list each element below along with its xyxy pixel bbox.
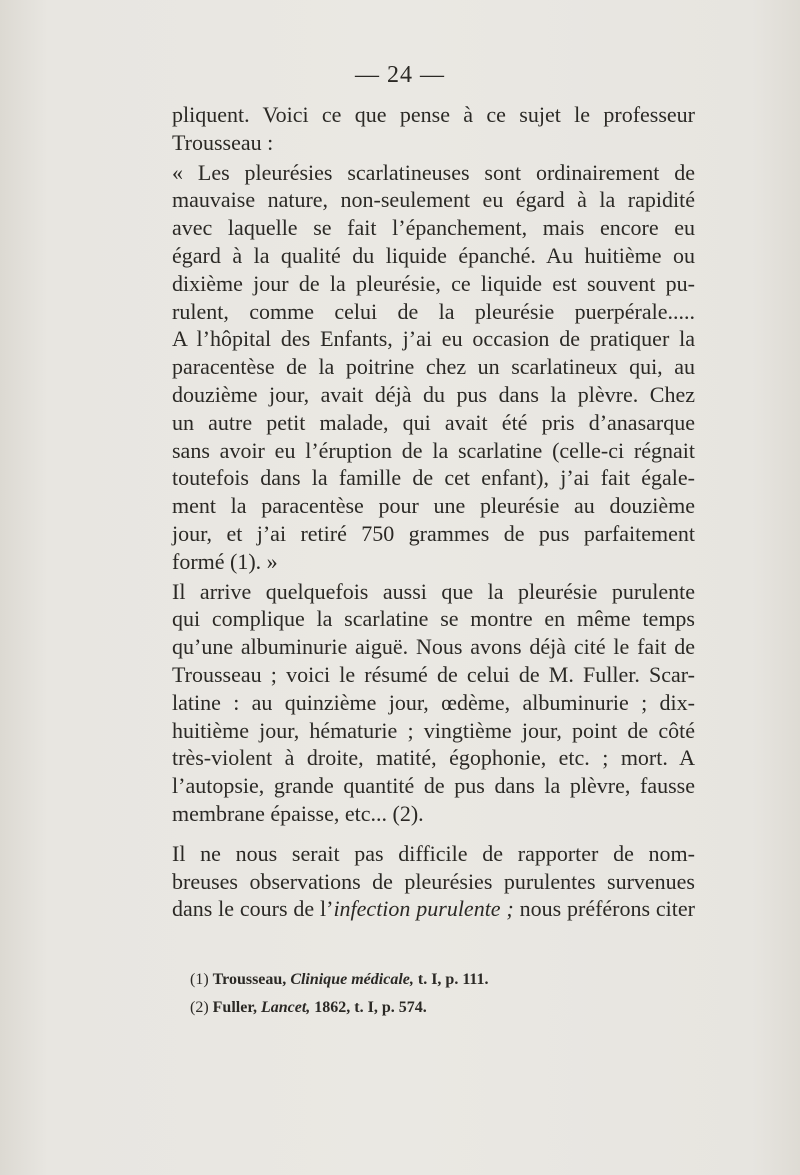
text-line: très-violent à droite, matité, égophonie, etc. ; mort. A <box>172 745 695 771</box>
text-segment: dans le cours de l’ <box>172 896 334 922</box>
paragraph-1 <box>172 101 695 157</box>
footnotes <box>190 966 690 1022</box>
text-line: Trousseau ; voici le résumé de celui de M. Fuller. Scar- <box>172 661 695 687</box>
page-number: — 24 — <box>355 62 445 88</box>
footnote <box>190 994 690 1022</box>
text-line: huitième jour, hématurie ; vingtième jour, point de côté <box>172 717 695 743</box>
text-line: mauvaise nature, non-seulement eu égard à la rapidité <box>172 187 695 213</box>
text-line: avec laquelle se fait l’épanchement, mais encore eu <box>172 215 695 241</box>
text-line: Trousseau : <box>172 129 274 155</box>
text-line: douzième jour, avait déjà du pus dans la plèvre. Chez <box>172 381 695 407</box>
text-line: toutefois dans la famille de cet enfant), j’ai fait égale- <box>172 465 695 491</box>
italic-term: infection purulente ; <box>333 896 514 922</box>
footnote-title: Lancet, <box>260 999 311 1016</box>
text-line: jour, et j’ai retiré 750 grammes de pus parfaitement <box>172 520 695 546</box>
text-line: un autre petit malade, qui avait été pris d’anasarque <box>172 409 695 435</box>
text-line: « Les pleurésies scarlatineuses sont ordinairement de <box>172 159 695 185</box>
text-line: l’autopsie, grande quantité de pus dans la plèvre, fausse <box>172 773 695 799</box>
footnote-reference: t. I, p. 111. <box>413 971 489 988</box>
text-line: dixième jour de la pleurésie, ce liquide est souvent pu- <box>172 270 695 296</box>
paragraph-4 <box>172 840 695 923</box>
paragraph-2 <box>172 159 695 576</box>
body-text <box>172 101 695 923</box>
text-line: sans avoir eu l’éruption de la scarlatine (celle-ci régnait <box>172 437 695 463</box>
text-line: qui complique la scarlatine se montre en même temps <box>172 606 695 632</box>
paragraph-3 <box>172 578 695 828</box>
text-line: rulent, comme celui de la pleurésie puerpérale..... <box>172 298 695 324</box>
text-line: latine : au quinzième jour, œdème, albuminurie ; dix- <box>172 689 695 715</box>
text-line: Il arrive quelquefois aussi que la pleurésie purulente <box>172 578 695 604</box>
text-line: formé (1). » <box>172 548 278 574</box>
text-line <box>172 895 695 923</box>
footnote-author: Fuller, <box>212 999 257 1016</box>
footnote <box>190 966 690 994</box>
text-line: breuses observations de pleurésies purulentes survenues <box>172 868 695 894</box>
text-line: qu’une albuminurie aiguë. Nous avons déjà cité le fait de <box>172 634 695 660</box>
text-line: membrane épaisse, etc... (2). <box>172 800 424 826</box>
footnote-title: Clinique médicale, <box>290 971 414 988</box>
footnote-number: (2) <box>190 999 209 1016</box>
text-segment: nous préférons citer <box>513 896 695 922</box>
text-line: égard à la qualité du liquide épanché. Au huitième ou <box>172 242 695 268</box>
footnote-reference: 1862, t. I, p. 574. <box>310 999 427 1016</box>
footnote-author: Trousseau, <box>212 971 287 988</box>
footnote-number: (1) <box>190 971 209 988</box>
text-line: paracentèse de la poitrine chez un scarlatineux qui, au <box>172 354 695 380</box>
text-line: Il ne nous serait pas difficile de rapporter de nom- <box>172 840 695 866</box>
text-line: pliquent. Voici ce que pense à ce sujet le professeur <box>172 102 695 127</box>
text-line: A l’hôpital des Enfants, j’ai eu occasion de pratiquer la <box>172 326 695 352</box>
text-line: ment la paracentèse pour une pleurésie au douzième <box>172 493 695 519</box>
